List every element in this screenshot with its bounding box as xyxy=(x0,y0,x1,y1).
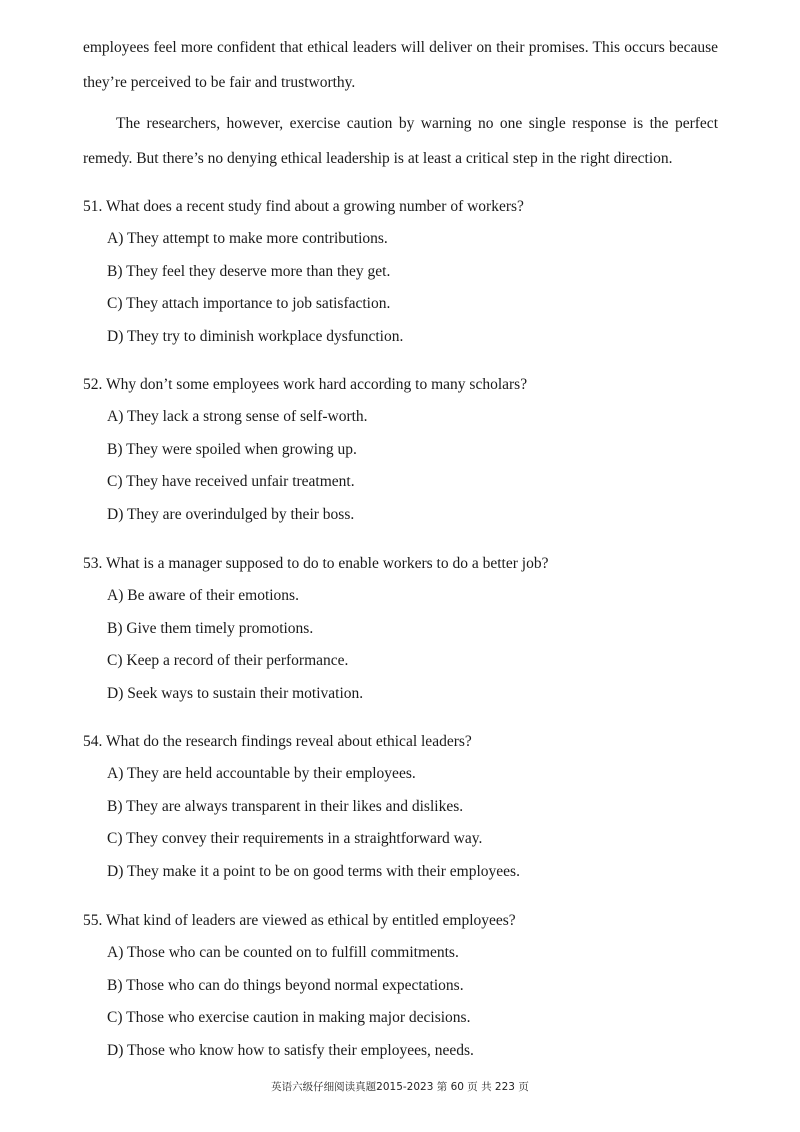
passage-paragraph-1: employees feel more confident that ethical leaders will deliver on their promises. This occurs because they’re perceived to be fair and trustworthy. xyxy=(83,39,718,91)
answer-option-c: C) They convey their requirements in a straightforward way. xyxy=(107,830,483,847)
question-52 xyxy=(83,369,723,531)
question-stem: 55. What kind of leaders are viewed as ethical by entitled employees? xyxy=(83,912,516,929)
answer-option-b: B) Those who can do things beyond normal expectations. xyxy=(107,976,464,994)
question-stem: 52. Why don’t some employees work hard according to many scholars? xyxy=(83,376,528,393)
answer-option-d: D) They make it a point to be on good terms with their employees. xyxy=(107,862,520,880)
answer-option-b: B) They feel they deserve more than they get. xyxy=(107,262,391,280)
passage-paragraph-2: The researchers, however, exercise caution by warning no one single response is the perfect remedy. But there’s no denying ethical leadership is at least a critical step in the right direction. xyxy=(83,115,718,167)
answer-option-d: D) Those who know how to satisfy their employees, needs. xyxy=(107,1041,474,1059)
question-54 xyxy=(83,726,723,888)
question-55 xyxy=(83,905,723,1067)
answer-option-b: B) Give them timely promotions. xyxy=(107,619,314,637)
question-53 xyxy=(83,548,723,710)
question-stem: 53. What is a manager supposed to do to enable workers to do a better job? xyxy=(83,555,549,572)
answer-option-b: B) They were spoiled when growing up. xyxy=(107,440,357,458)
question-stem: 54. What do the research findings reveal about ethical leaders? xyxy=(83,733,472,750)
answer-option-c: C) Keep a record of their performance. xyxy=(107,652,349,669)
answer-option-d: D) They try to diminish workplace dysfunction. xyxy=(107,327,404,345)
answer-option-a: A) They lack a strong sense of self-worth. xyxy=(107,408,368,425)
answer-option-a: A) They are held accountable by their employees. xyxy=(107,765,416,782)
answer-option-a: A) Those who can be counted on to fulfill commitments. xyxy=(107,944,459,961)
answer-option-c: C) They attach importance to job satisfaction. xyxy=(107,295,391,312)
answer-option-a: A) They attempt to make more contributions. xyxy=(107,230,388,247)
answer-option-c: C) Those who exercise caution in making major decisions. xyxy=(107,1009,471,1026)
question-stem: 51. What does a recent study find about a growing number of workers? xyxy=(83,198,524,215)
answer-option-d: D) Seek ways to sustain their motivation. xyxy=(107,684,364,702)
answer-option-a: A) Be aware of their emotions. xyxy=(107,587,299,604)
question-51 xyxy=(83,191,723,353)
page-footer: 英语六级仔细阅读真题2015-2023 第 60 页 共 223 页 xyxy=(271,1081,529,1093)
answer-option-d: D) They are overindulged by their boss. xyxy=(107,505,355,523)
answer-option-c: C) They have received unfair treatment. xyxy=(107,473,355,490)
answer-option-b: B) They are always transparent in their likes and dislikes. xyxy=(107,797,464,815)
